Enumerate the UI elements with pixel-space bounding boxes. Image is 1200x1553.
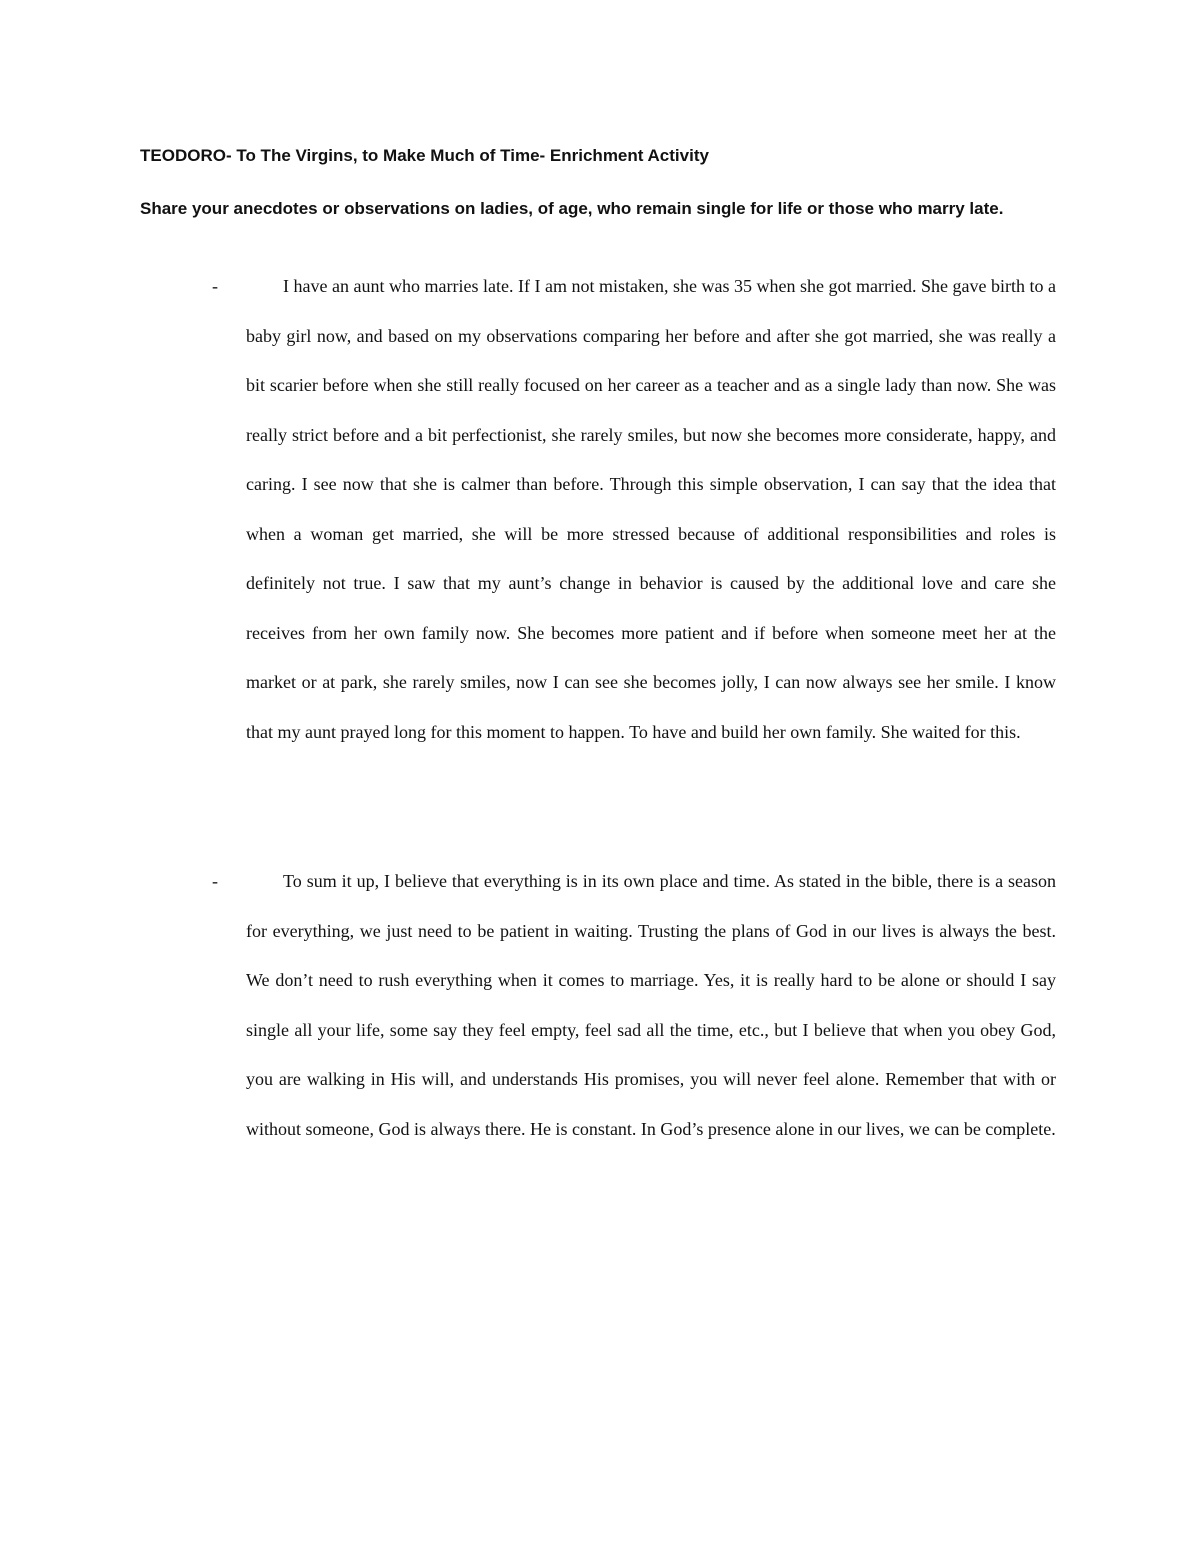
bullet-paragraph: To sum it up, I believe that everything is in its own place and time. As stated in the bible, there is a season for everything, we just need to be patient in waiting. Trusting the plans of God in our lives is always the best. We don’t need to rush everything when it comes to marriage. Yes, it is really hard to be alone or should I say single all your life, some say they feel empty, feel sad all the time, etc., but I believe that when you obey God, you are walking in His will, and understands His promises, you will never feel alone. Remember that with or without someone, God is always there. He is constant. In God’s presence alone in our lives, we can be complete. [246,871,1056,1139]
activity-prompt: Share your anecdotes or observations on ladies, of age, who remain single for life or those who marry late. [140,199,1004,218]
bullet-marker: - [212,276,218,296]
document-title: TEODORO- To The Virgins, to Make Much of Time- Enrichment Activity [140,146,709,165]
bullet-marker: - [212,871,218,891]
bullet-paragraph: I have an aunt who marries late. If I am not mistaken, she was 35 when she got married. She gave birth to a baby girl now, and based on my observations comparing her before and after she got married, she was really a bit scarier before when she still really focused on her career as a teacher and as a single lady than now. She was really strict before and a bit perfectionist, she rarely smiles, but now she becomes more considerate, happy, and caring. I see now that she is calmer than before. Through this simple observation, I can say that the idea that when a woman get married, she will be more stressed because of additional responsibilities and roles is definitely not true. I saw that my aunt’s change in behavior is caused by the additional love and care she receives from her own family now. She becomes more patient and if before when someone meet her at the market or at park, she rarely smiles, now I can see she becomes jolly, I can now always see her smile. I know that my aunt prayed long for this moment to happen. To have and build her own family. She waited for this. [246,276,1056,742]
